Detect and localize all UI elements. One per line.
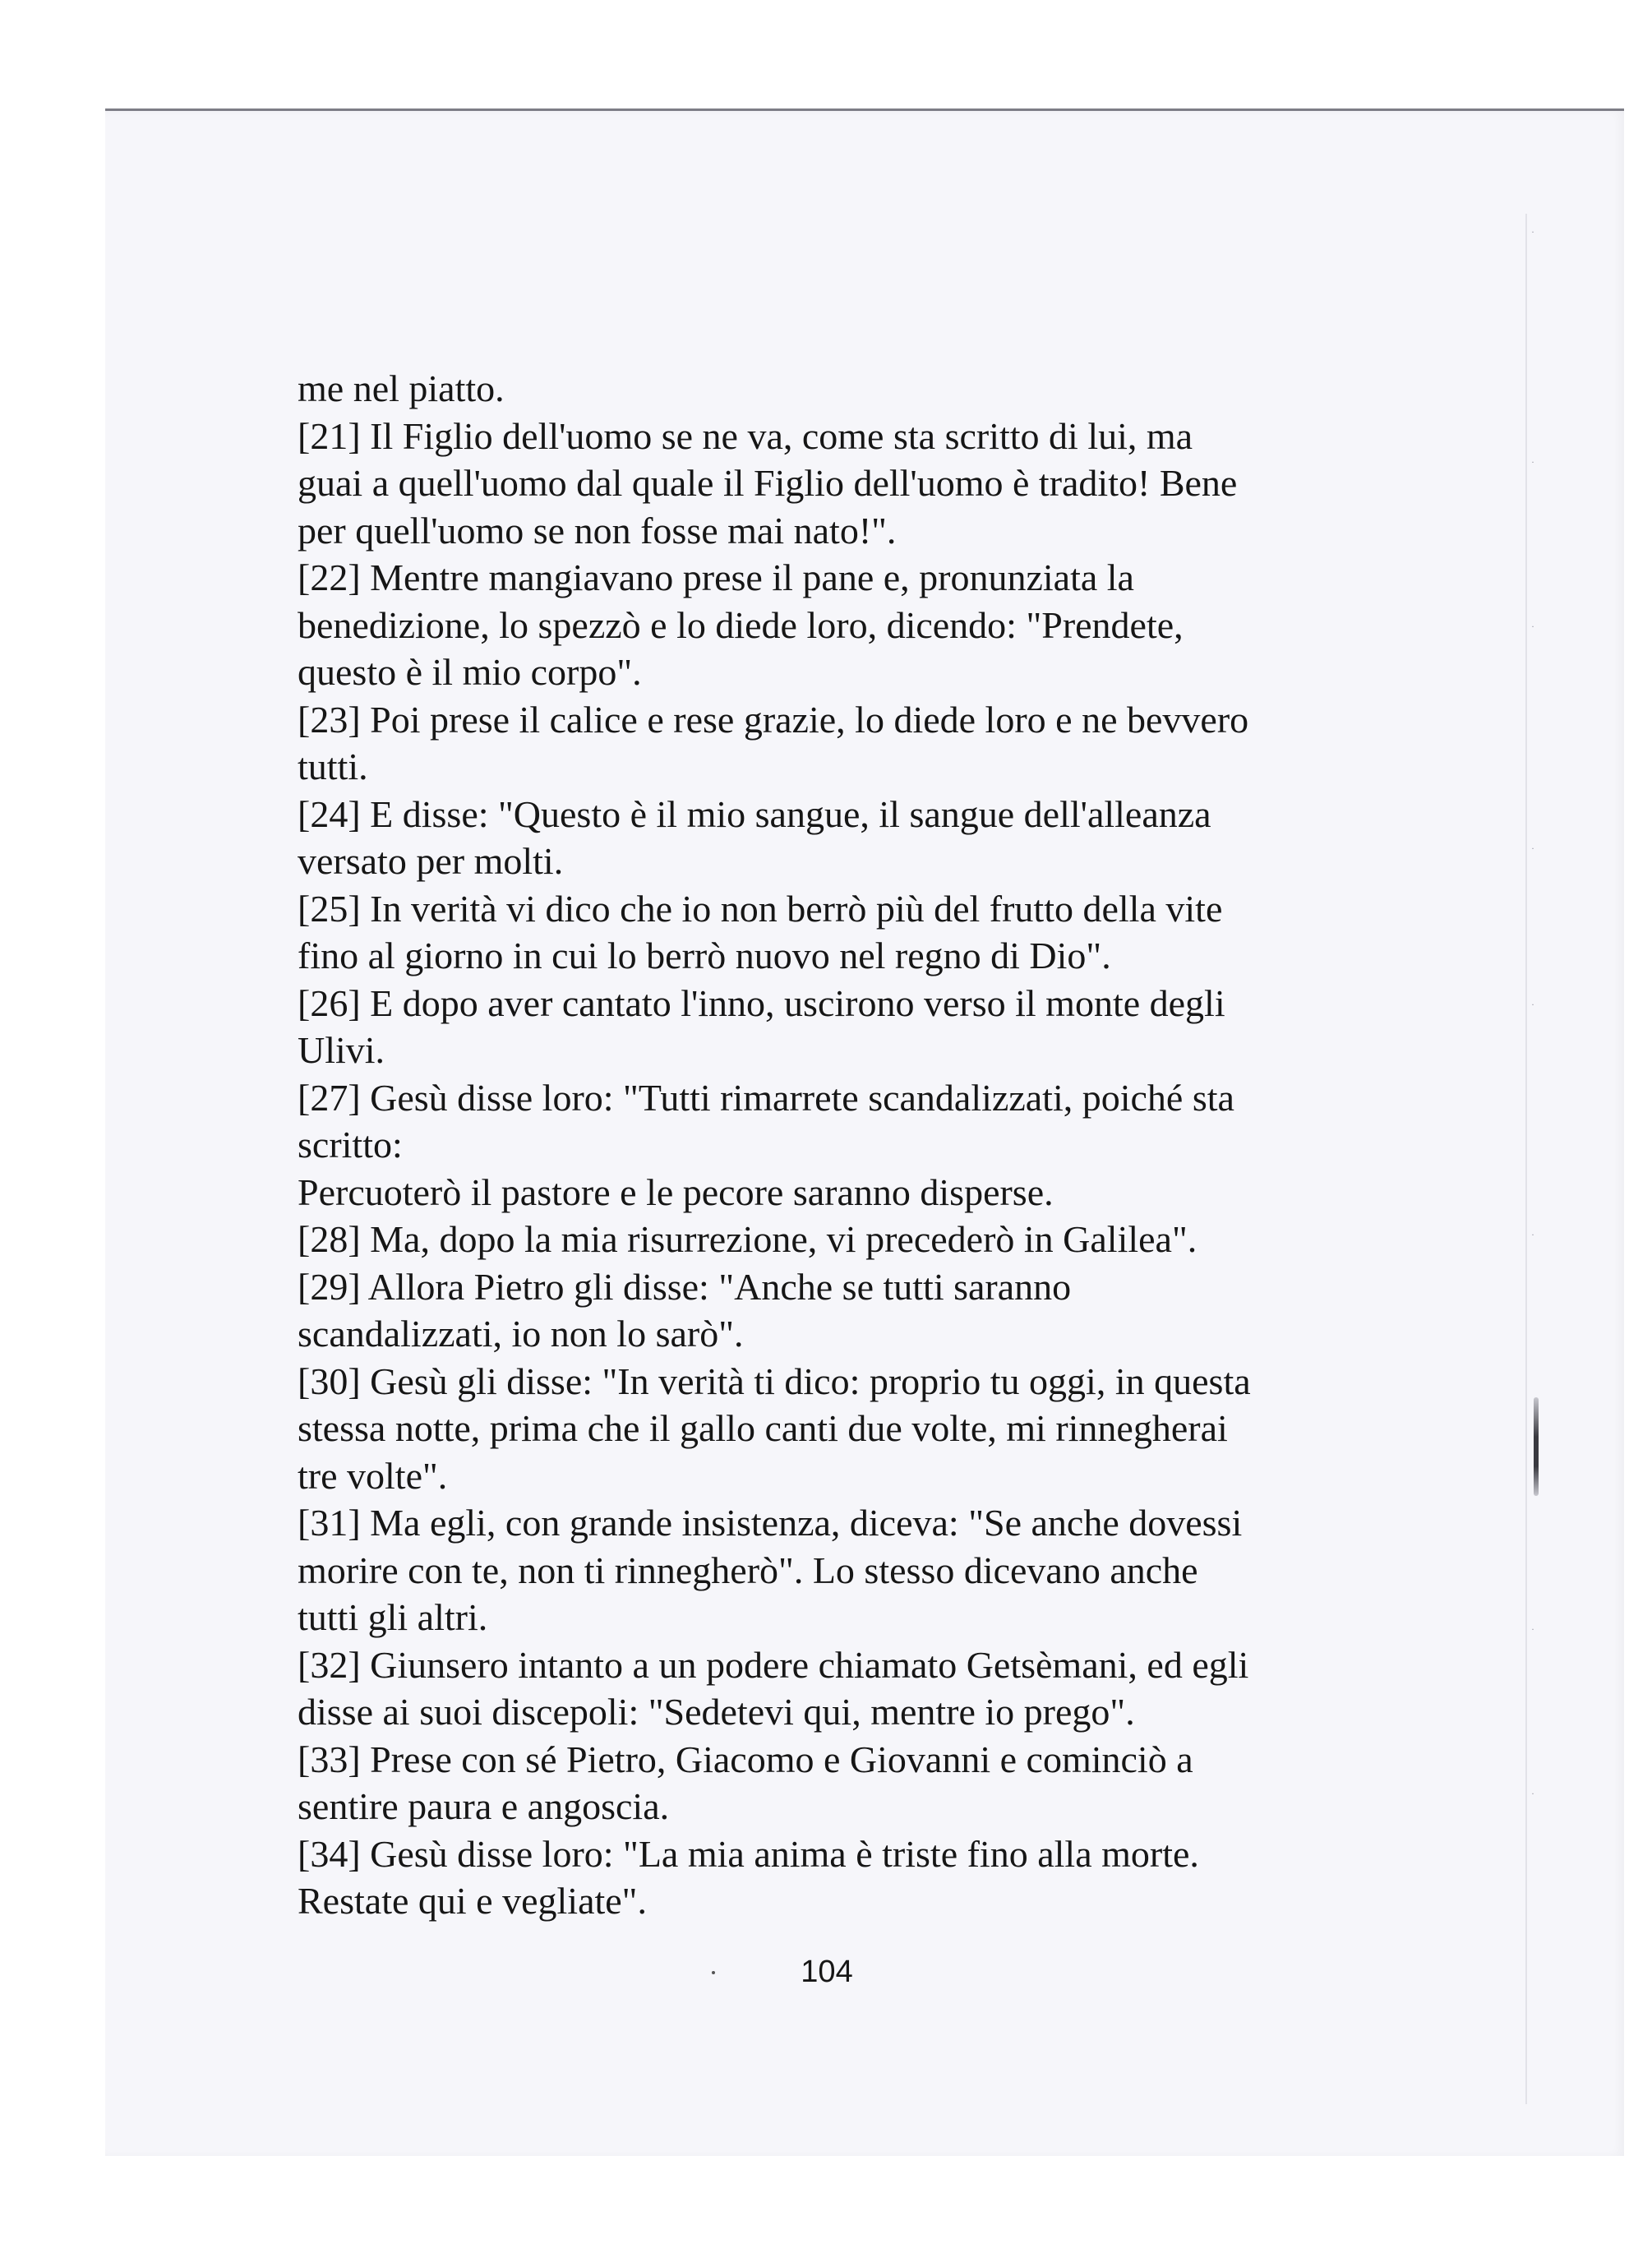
text-line: per quell'uomo se non fosse mai nato!". [298,509,897,552]
text-line: [26] E dopo aver cantato l'inno, uscirono verso il monte degli [298,981,1225,1024]
text-line: Ulivi. [298,1029,385,1071]
ink-dot [712,1971,715,1974]
text-line: [33] Prese con sé Pietro, Giacomo e Giovanni e cominciò a [298,1738,1193,1780]
text-line: versato per molti. [298,840,564,882]
text-line: [24] E disse: "Questo è il mio sangue, il sangue dell'alleanza [298,792,1211,835]
stitch-mark-icon: ˙ [1530,625,1535,636]
text-line: [21] Il Figlio dell'uomo se ne va, come sta scritto di lui, ma [298,414,1193,457]
page-number: 104 [801,1955,853,1989]
text-line: scandalizzati, io non lo sarò". [298,1313,744,1355]
text-line: guai a quell'uomo dal quale il Figlio dell'uomo è tradito! Bene [298,462,1238,504]
text-line: stessa notte, prima che il gallo canti due volte, mi rinnegherai [298,1407,1228,1449]
text-line: morire con te, non ti rinnegherò". Lo stesso dicevano anche [298,1549,1198,1591]
text-line: [30] Gesù gli disse: "In verità ti dico: proprio tu oggi, in questa [298,1359,1251,1402]
text-line: [28] Ma, dopo la mia risurrezione, vi precederò in Galilea". [298,1218,1197,1260]
text-line: questo è il mio corpo". [298,651,642,693]
stitch-mark-icon: ˙ [1530,847,1535,858]
text-line: [23] Poi prese il calice e rese grazie, lo diede loro e ne bevvero [298,698,1249,741]
text-line: tre volte". [298,1454,448,1497]
stitch-mark-icon: ˙ [1530,1627,1535,1639]
text-line: scritto: [298,1124,403,1166]
text-line: [27] Gesù disse loro: "Tutti rimarrete scandalizzati, poiché sta [298,1076,1234,1119]
text-line: [34] Gesù disse loro: "La mia anima è triste fino alla morte. [298,1832,1199,1875]
page-binding [1525,214,1532,2104]
text-line: [25] In verità vi dico che io non berrò più del frutto della vite [298,887,1223,930]
stitch-mark-icon: ˙ [1530,1792,1535,1803]
text-line: [31] Ma egli, con grande insistenza, diceva: "Se anche dovessi [298,1502,1243,1544]
text-line: tutti. [298,745,368,787]
text-line: me nel piatto. [298,367,505,409]
text-line: Percuoterò il pastore e le pecore saranno disperse. [298,1170,1054,1213]
text-line: sentire paura e angoscia. [298,1785,670,1827]
stitch-mark-icon: ˙ [1530,230,1535,242]
text-line: fino al giorno in cui lo berrò nuovo nel regno di Dio". [298,935,1111,976]
text-line: disse ai suoi discepoli: "Sedetevi qui, mentre io prego". [298,1691,1135,1733]
text-line: [32] Giunsero intanto a un podere chiamato Getsèmani, ed egli [298,1643,1249,1686]
text-line: [22] Mentre mangiavano prese il pane e, pronunziata la [298,556,1134,598]
text-line: [29] Allora Pietro gli disse: "Anche se tutti saranno [298,1265,1072,1308]
page-text [298,365,1350,1925]
text-line: Restate qui e vegliate". [298,1880,647,1922]
text-line: tutti gli altri. [298,1596,488,1638]
text-line: benedizione, lo spezzò e lo diede loro, dicendo: "Prendete, [298,603,1184,646]
stitch-mark-icon: ˙ [1530,1233,1535,1244]
binding-shadow [1534,1397,1539,1496]
stitch-mark-icon: ˙ [1530,1003,1535,1014]
stitch-mark-icon: ˙ [1530,460,1535,472]
